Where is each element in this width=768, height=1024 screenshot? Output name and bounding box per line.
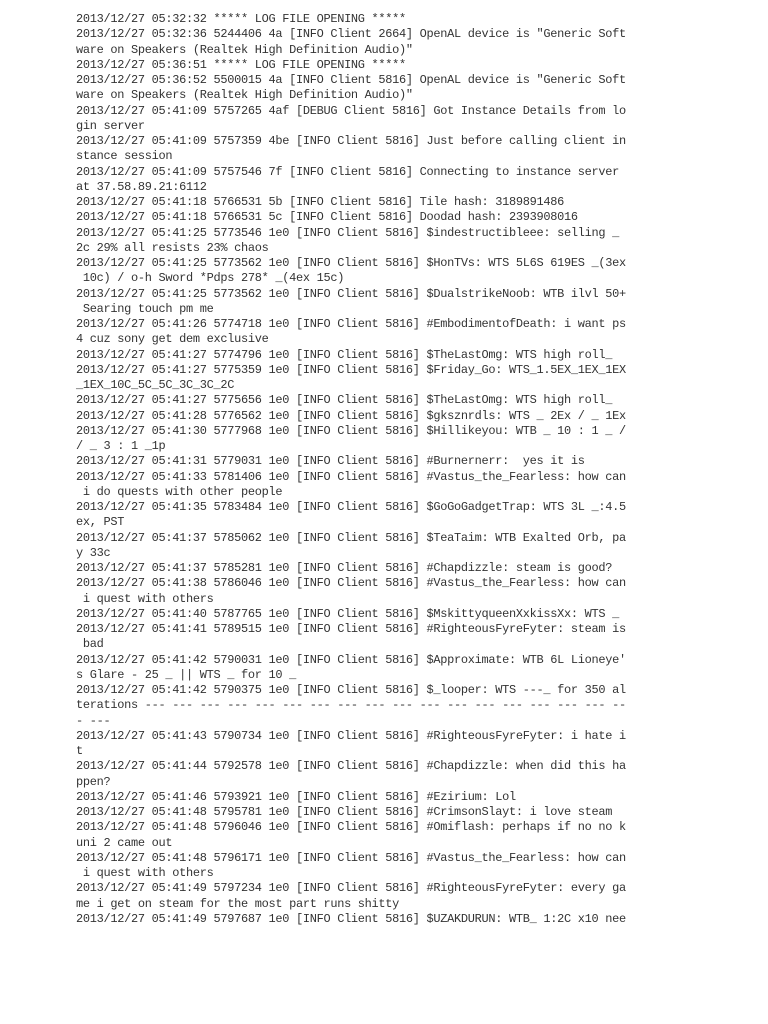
log-line: ex, PST [76, 515, 125, 530]
log-line: 2013/12/27 05:36:52 5500015 4a [INFO Client 5816] OpenAL device is "Generic Soft [76, 73, 626, 87]
log-line: 2013/12/27 05:41:25 5773562 1e0 [INFO Client 5816] $DualstrikeNoob: WTB ilvl 50+ [76, 286, 626, 301]
log-line: 2013/12/27 05:41:44 5792578 1e0 [INFO Client 5816] #Chapdizzle: when did this ha [76, 759, 626, 774]
log-line: 2013/12/27 05:32:36 5244406 4a [INFO Client 2664] OpenAL device is "Generic Soft [76, 27, 626, 42]
log-text-view [76, 12, 664, 927]
log-line: 2013/12/27 05:41:49 5797234 1e0 [INFO Client 5816] #RighteousFyreFyter: every ga [76, 881, 626, 896]
log-line: 2013/12/27 05:41:09 5757546 7f [INFO Client 5816] Connecting to instance server [76, 164, 620, 179]
log-line: stance session [76, 149, 173, 164]
log-line: 2013/12/27 05:41:31 5779031 1e0 [INFO Client 5816] #Burnernerr: yes it is [76, 454, 585, 469]
log-line: 10c) / o-h Sword *Pdps 278* _(4ex 15c) [76, 271, 345, 286]
log-line: 4 cuz sony get dem exclusive [76, 332, 269, 347]
log-line: t [76, 744, 83, 758]
log-line: 2013/12/27 05:41:27 5775656 1e0 [INFO Client 5816] $TheLastOmg: WTS high roll_ [76, 393, 613, 408]
log-line: / _ 3 : 1 _1p [76, 439, 166, 453]
log-line: i do quests with other people [76, 484, 283, 499]
log-line: 2013/12/27 05:36:51 ***** LOG FILE OPENING ***** [76, 57, 406, 72]
log-line: 2013/12/27 05:41:27 5774796 1e0 [INFO Client 5816] $TheLastOmg: WTS high roll_ [76, 347, 613, 362]
log-line: 2c 29% all resists 23% chaos [76, 240, 269, 255]
log-line: 2013/12/27 05:41:46 5793921 1e0 [INFO Client 5816] #Ezirium: Lol [76, 789, 516, 804]
log-line: 2013/12/27 05:41:43 5790734 1e0 [INFO Client 5816] #RighteousFyreFyter: i hate i [76, 728, 626, 743]
log-line: 2013/12/27 05:41:42 5790031 1e0 [INFO Client 5816] $Approximate: WTB 6L Lioneye' [76, 652, 626, 667]
log-line: me i get on steam for the most part runs shitty [76, 896, 400, 911]
log-line: 2013/12/27 05:41:30 5777968 1e0 [INFO Client 5816] $Hillikeyou: WTB _ 10 : 1 _ / [76, 423, 626, 438]
log-line: at 37.58.89.21:6112 [76, 179, 207, 194]
log-line: i quest with others [76, 866, 214, 880]
log-line: 2013/12/27 05:41:09 5757359 4be [INFO Client 5816] Just before calling client in [76, 134, 626, 148]
log-line: 2013/12/27 05:41:38 5786046 1e0 [INFO Client 5816] #Vastus_the_Fearless: how can [76, 576, 626, 591]
log-line: 2013/12/27 05:41:42 5790375 1e0 [INFO Client 5816] $_looper: WTS ---_ for 350 al [76, 683, 626, 697]
log-line: 2013/12/27 05:41:18 5766531 5b [INFO Client 5816] Tile hash: 3189891486 [76, 195, 565, 209]
log-line: 2013/12/27 05:41:48 5796171 1e0 [INFO Client 5816] #Vastus_the_Fearless: how can [76, 850, 626, 865]
log-line: Searing touch pm me [76, 301, 214, 316]
log-line: y 33c [76, 545, 111, 560]
log-line: 2013/12/27 05:41:25 5773546 1e0 [INFO Client 5816] $indestructibleee: selling _ [76, 225, 620, 240]
log-line: 2013/12/27 05:41:37 5785062 1e0 [INFO Client 5816] $TeaTaim: WTB Exalted Orb, pa [76, 530, 626, 545]
log-line: gin server [76, 118, 145, 133]
log-line: 2013/12/27 05:41:48 5796046 1e0 [INFO Client 5816] #Omiflash: perhaps if no no k [76, 820, 626, 835]
log-line: ware on Speakers (Realtek High Definition Audio)" [76, 88, 413, 103]
log-line: 2013/12/27 05:41:25 5773562 1e0 [INFO Client 5816] $HonTVs: WTS 5L6S 619ES _(3ex [76, 256, 626, 270]
log-line: uni 2 came out [76, 835, 173, 850]
log-line: 2013/12/27 05:41:27 5775359 1e0 [INFO Client 5816] $Friday_Go: WTS_1.5EX_1EX_1EX [76, 362, 626, 377]
log-line: 2013/12/27 05:32:32 ***** LOG FILE OPENING ***** [76, 12, 406, 26]
log-line: 2013/12/27 05:41:33 5781406 1e0 [INFO Client 5816] #Vastus_the_Fearless: how can [76, 469, 626, 484]
log-line: bad [76, 637, 104, 652]
log-line: i quest with others [76, 591, 214, 606]
log-line: 2013/12/27 05:41:28 5776562 1e0 [INFO Client 5816] $gksznrdls: WTS _ 2Ex / _ 1Ex [76, 408, 626, 423]
log-line: 2013/12/27 05:41:26 5774718 1e0 [INFO Client 5816] #EmbodimentofDeath: i want ps [76, 317, 626, 331]
log-line: 2013/12/27 05:41:41 5789515 1e0 [INFO Client 5816] #RighteousFyreFyter: steam is [76, 622, 626, 636]
log-line: 2013/12/27 05:41:40 5787765 1e0 [INFO Client 5816] $MskittyqueenXxkissXx: WTS _ [76, 606, 620, 621]
log-line: 2013/12/27 05:41:18 5766531 5c [INFO Client 5816] Doodad hash: 2393908016 [76, 210, 578, 225]
log-line: 2013/12/27 05:41:49 5797687 1e0 [INFO Client 5816] $UZAKDURUN: WTB_ 1:2C x10 nee [76, 911, 626, 926]
log-line: 2013/12/27 05:41:35 5783484 1e0 [INFO Client 5816] $GoGoGadgetTrap: WTS 3L _:4.5 [76, 500, 626, 514]
log-line: 2013/12/27 05:41:48 5795781 1e0 [INFO Client 5816] #CrimsonSlayt: i love steam [76, 805, 613, 819]
log-line: 2013/12/27 05:41:09 5757265 4af [DEBUG Client 5816] Got Instance Details from lo [76, 103, 626, 118]
log-line: s Glare - 25 _ || WTS _ for 10 _ [76, 667, 296, 682]
log-line: ppen? [76, 774, 111, 789]
log-line: ware on Speakers (Realtek High Definition Audio)" [76, 42, 413, 57]
log-line: terations --- --- --- --- --- --- --- --- --- --- --- --- --- --- --- --- --- -- [76, 698, 626, 713]
log-line: _1EX_10C_5C_5C_3C_3C_2C [76, 378, 235, 392]
log-line: - --- [76, 713, 111, 728]
log-line: 2013/12/27 05:41:37 5785281 1e0 [INFO Client 5816] #Chapdizzle: steam is good? [76, 561, 613, 575]
